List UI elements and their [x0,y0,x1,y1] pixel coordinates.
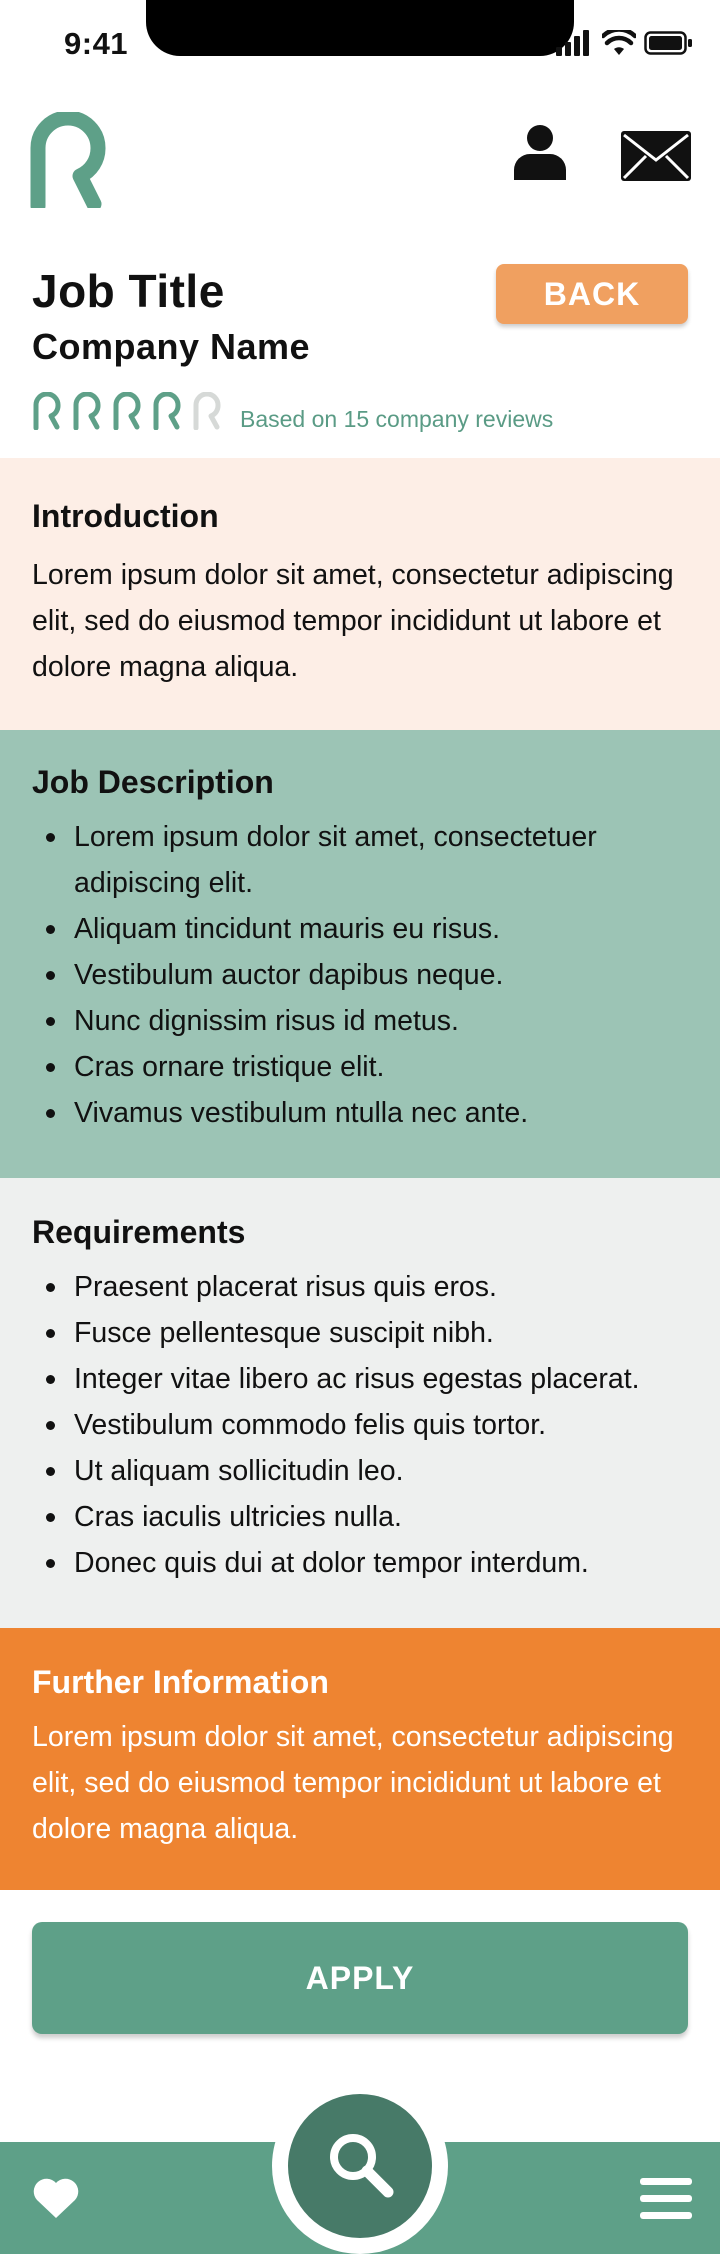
introduction-section [0,458,720,730]
company-name: Company Name [32,326,311,367]
rating-filled-icon [72,392,102,430]
hamburger-menu-icon[interactable] [640,2176,692,2222]
rating-filled-icon [112,392,142,430]
device-notch [146,0,574,56]
battery-icon [644,30,694,56]
review-count-text[interactable]: Based on 15 company reviews [240,406,554,432]
envelope-icon[interactable] [620,130,692,182]
list-item: Integer vitae libero ac risus egestas placerat. [32,1356,692,1402]
heart-icon[interactable] [32,2176,80,2220]
rating-empty-icon [192,392,222,430]
list-item: Vivamus vestibulum ntulla nec ante. [32,1090,692,1136]
job-description-heading: Job Description [32,764,274,800]
further-information-heading: Further Information [32,1664,329,1700]
list-item: Aliquam tincidunt mauris eu risus. [32,906,692,952]
requirements-heading: Requirements [32,1214,246,1250]
requirements-section [0,1178,720,1628]
status-bar [0,0,720,80]
status-icons [556,30,696,58]
app-logo-icon[interactable] [30,112,106,208]
signal-icon [556,30,592,56]
list-item: Cras iaculis ultricies nulla. [32,1494,692,1540]
search-button[interactable] [272,2078,448,2254]
list-item: Praesent placerat risus quis eros. [32,1264,692,1310]
list-item: Donec quis dui at dolor tempor interdum. [32,1540,692,1586]
list-item: Nunc dignissim risus id metus. [32,998,692,1044]
apply-button[interactable]: APPLY [32,1922,688,2034]
job-description-list [32,814,692,1136]
back-button[interactable]: BACK [496,264,688,324]
search-icon [324,2128,396,2200]
list-item: Fusce pellentesque suscipit nibh. [32,1310,692,1356]
status-time: 9:41 [64,26,129,61]
user-icon[interactable] [512,124,568,180]
wifi-icon [602,30,636,56]
further-information-section [0,1628,720,1890]
list-item: Vestibulum auctor dapibus neque. [32,952,692,998]
rating-filled-icon [152,392,182,430]
further-information-text: Lorem ipsum dolor sit amet, consectetur adipiscing elit, sed do eiusmod tempor incididunt ut labore et dolore magna aliqua. [32,1721,674,1845]
list-item: Cras ornare tristique elit. [32,1044,692,1090]
search-button-inner[interactable] [288,2094,432,2238]
requirements-list [32,1264,692,1586]
introduction-heading: Introduction [32,498,219,534]
list-item: Lorem ipsum dolor sit amet, consectetuer adipiscing elit. [32,814,692,906]
rating-filled-icon [32,392,62,430]
job-description-section [0,730,720,1178]
introduction-text: Lorem ipsum dolor sit amet, consectetur adipiscing elit, sed do eiusmod tempor incididunt ut labore et dolore magna aliqua. [32,559,674,683]
job-title: Job Title [32,265,225,317]
list-item: Vestibulum commodo felis quis tortor. [32,1402,692,1448]
list-item: Ut aliquam sollicitudin leo. [32,1448,692,1494]
